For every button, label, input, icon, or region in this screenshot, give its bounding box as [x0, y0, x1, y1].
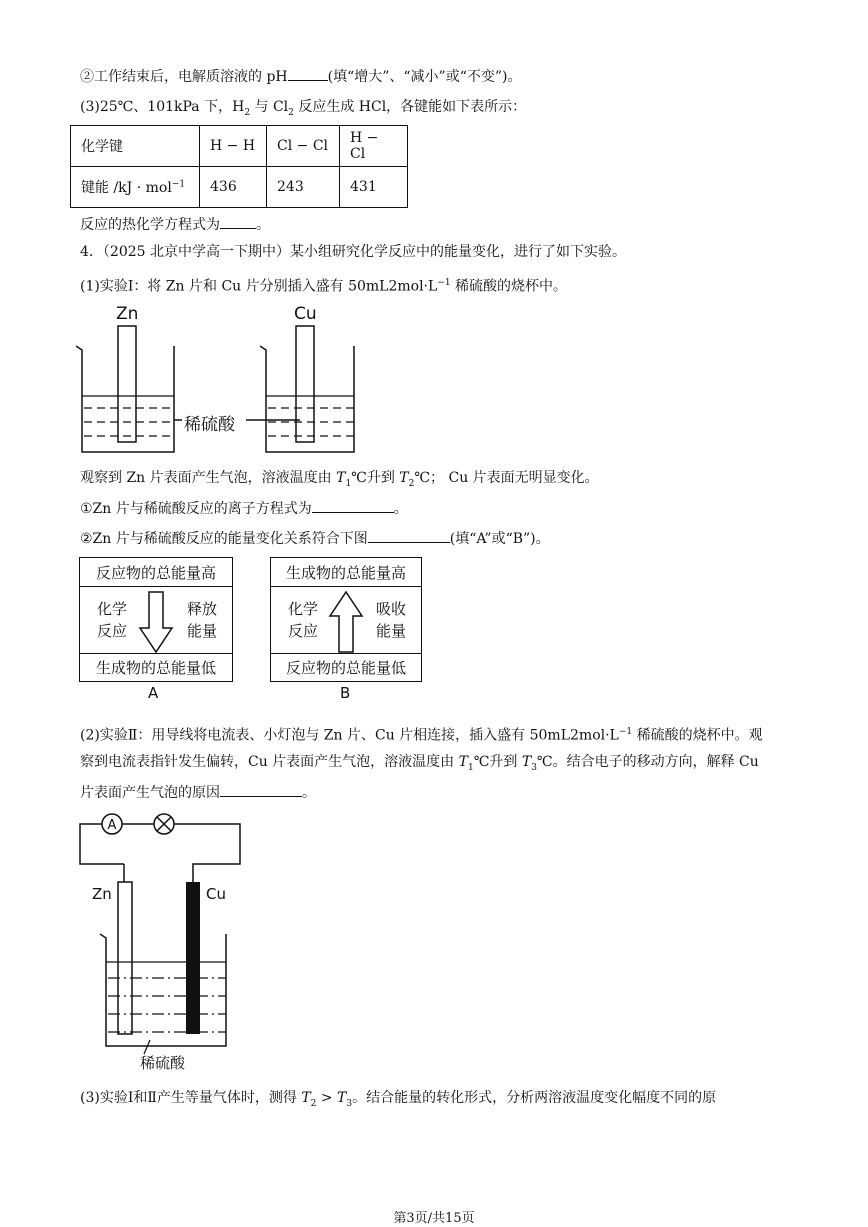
answer-blank[interactable] [312, 498, 394, 513]
zn-label: Zn [116, 304, 139, 324]
diagram-b-caption: B [340, 684, 351, 702]
question-line: (3)实验Ⅰ和Ⅱ产生等量气体时，测得 $T_2 > T_3$。结合能量的转化形式，分析两溶液温度变化幅度不同的原 [80, 1090, 717, 1109]
table-cell: 键能 /kJ · mol$^{-1}$ [71, 167, 200, 208]
question-line: (3)25℃、101kPa 下，$H_2$ 与 $Cl_2$ 反应生成 HCl，各键能如下表所示： [80, 99, 527, 118]
question-line: 观察到 Zn 片表面产生气泡，溶液温度由 $T_1℃$升到 $T_2℃$； Cu 片表面无明显变化。 [80, 470, 599, 489]
cu-label: Cu [294, 304, 317, 324]
arrow-up-icon [328, 590, 364, 654]
diagram-top-label: 反应物的总能量高 [95, 564, 216, 582]
arrow-down-icon [138, 590, 174, 654]
answer-blank[interactable] [288, 66, 328, 81]
diagram-bottom-label: 反应物的总能量低 [285, 659, 406, 677]
zn-label: Zn [92, 885, 112, 903]
answer-blank[interactable] [220, 214, 256, 229]
table-header-cell: 化学键 [71, 126, 200, 167]
question-line: (2)实验Ⅱ：用导线将电流表、小灯泡与 Zn 片、Cu 片相连接，插入盛有 $50mL2mol\cdot L^{-1}$ 稀硫酸的烧杯中。观 [80, 727, 763, 744]
acid-label: 稀硫酸 [140, 1054, 186, 1072]
question-line: 4．（2025 北京中学高一下期中）某小组研究化学反应中的能量变化，进行了如下实验。 [80, 244, 626, 260]
diagram-right-label: 吸收 能量 [375, 600, 406, 640]
energy-diagram-a [79, 557, 233, 682]
page-footer: 第3页/共15页 [393, 1211, 475, 1226]
question-line: (1)实验Ⅰ：将 Zn 片和 Cu 片分别插入盛有 $50mL2mol\cdot L^{-1}$ 稀硫酸的烧杯中。 [80, 278, 568, 295]
diagram-a-caption: A [148, 684, 159, 702]
diagram-right-label: 释放 能量 [186, 600, 217, 640]
question-line: ①Zn 片与稀硫酸反应的离子方程式为 。 [80, 498, 408, 519]
cu-label: Cu [206, 885, 226, 903]
question-line: 反应的热化学方程式为 。 [80, 214, 270, 235]
bond-energy-table [70, 125, 408, 208]
table-header-cell: H − H [200, 126, 267, 167]
diagram-left-label: 化学 反应 [287, 600, 318, 640]
table-cell: 243 [267, 167, 340, 208]
diagram-top-label: 生成物的总能量高 [285, 564, 406, 582]
experiment-2-figure [70, 810, 260, 1060]
diagram-bottom-label: 生成物的总能量低 [95, 659, 216, 677]
cu-electrode [186, 882, 200, 1034]
question-line: ②工作结束后，电解质溶液的 pH (填“增大”、“减小”或“不变”)。 [80, 66, 522, 87]
experiment-1-figure [70, 300, 370, 460]
energy-diagram-b [270, 557, 422, 682]
table-cell: 431 [340, 167, 408, 208]
question-line: 察到电流表指针发生偏转，Cu 片表面产生气泡，溶液温度由 $T_1℃$升到 $T_3℃$。结合电子的移动方向，解释 Cu [80, 754, 759, 773]
table-header-cell: H − Cl [340, 126, 408, 167]
table-cell: 436 [200, 167, 267, 208]
table-header-cell: Cl − Cl [267, 126, 340, 167]
question-line: 片表面产生气泡的原因 。 [80, 782, 316, 803]
ammeter-icon: A [107, 818, 117, 833]
answer-blank[interactable] [368, 528, 450, 543]
acid-label: 稀硫酸 [184, 415, 235, 435]
question-line: ②Zn 片与稀硫酸反应的能量变化关系符合下图 (填“A”或“B”)。 [80, 528, 550, 549]
answer-blank[interactable] [220, 782, 302, 797]
diagram-left-label: 化学 反应 [96, 600, 127, 640]
